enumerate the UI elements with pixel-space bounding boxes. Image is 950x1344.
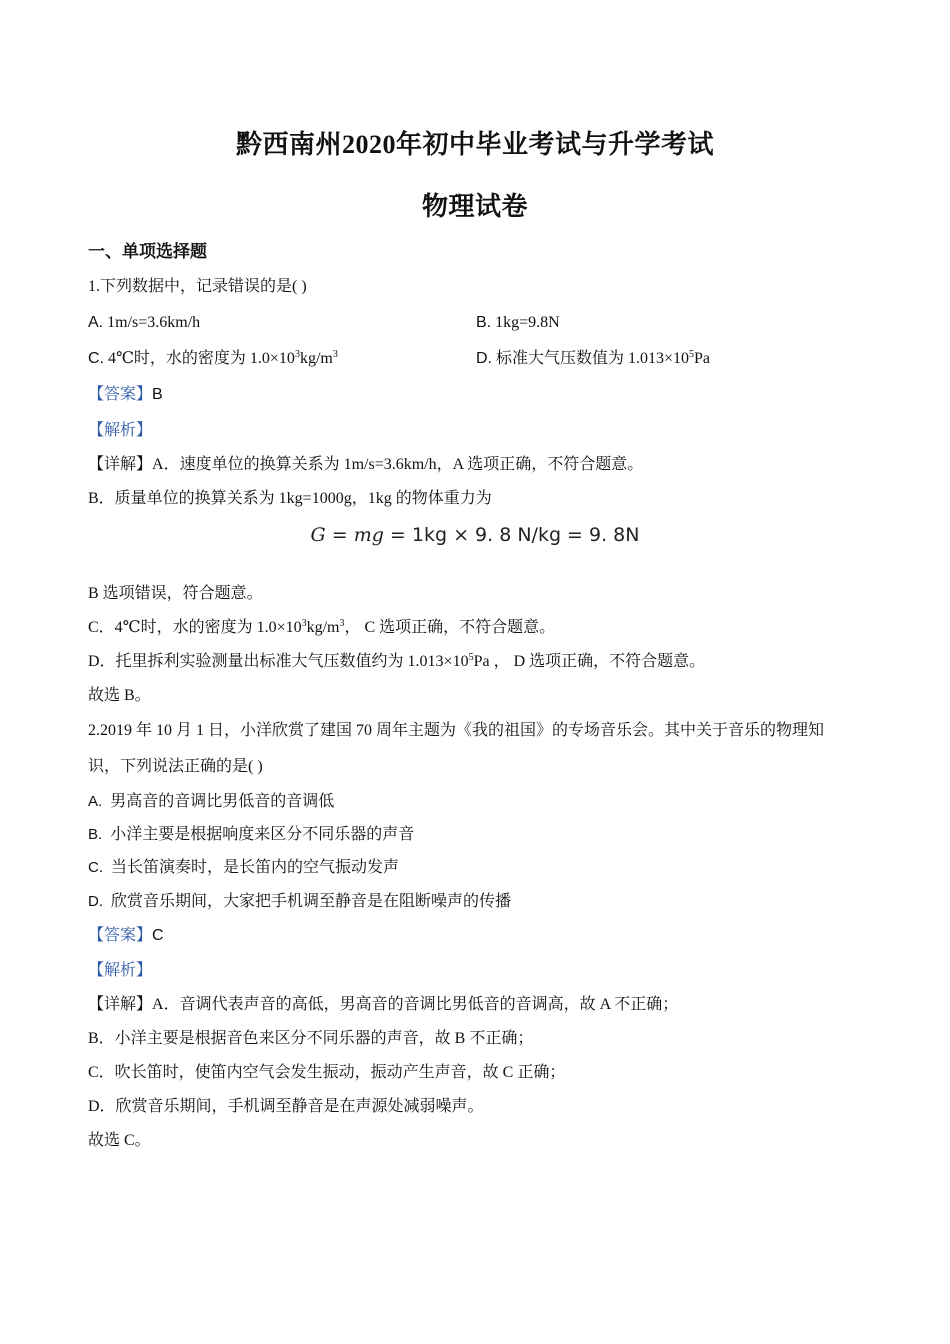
exponent: 3: [339, 618, 345, 629]
detail-text: D．托里拆利实验测量出标准大气压数值约为 1.013×10: [88, 653, 469, 670]
option-label: C.: [88, 350, 104, 367]
detail-text: ， C 选项正确，不符合题意。: [344, 619, 556, 636]
detail-tag: 【详解】: [88, 996, 153, 1013]
option-label: A.: [88, 314, 104, 331]
exam-title: 黔西南州2020年初中毕业考试与升学考试: [235, 130, 714, 159]
option-text: 小洋主要是根据响度来区分不同乐器的声音: [110, 826, 415, 843]
option-text: 男高音的音调比男低音的音调低: [110, 793, 335, 810]
formula-symbol: m: [353, 524, 372, 546]
exponent: 3: [301, 618, 307, 629]
detail-text: Pa ， D 选项正确，不符合题意。: [473, 653, 706, 670]
option-text: 标准大气压数值为 1.013×10: [496, 350, 690, 367]
q1-detail-b2: B 选项错误，符合题意。: [88, 585, 263, 602]
detail-text: C．4℃时，水的密度为 1.0×10: [88, 619, 302, 636]
option-text: 4℃时，水的密度为 1.0×10: [108, 350, 295, 367]
q1-formula: [0, 523, 950, 547]
q1-analysis-tag: 【解析】: [88, 422, 153, 439]
q2-stem-line1: 2.2019 年 10 月 1 日，小洋欣赏了建国 70 周年主题为《我的祖国》的专场音乐会。其中关于音乐的物理知: [88, 722, 825, 739]
unit: Pa: [694, 350, 711, 367]
exponent: 5: [468, 652, 474, 663]
option-label: C.: [88, 859, 103, 876]
option-label: D.: [476, 350, 492, 367]
q2-detail-a: [88, 995, 678, 1015]
q1-detail-a: [88, 455, 643, 475]
answer-tag: 【答案】: [88, 927, 153, 944]
q2-detail-b: B．小洋主要是根据音色来区分不同乐器的声音，故 B 不正确；: [88, 1030, 534, 1047]
q2-analysis-tag: 【解析】: [88, 962, 153, 979]
unit: kg/m: [306, 619, 340, 636]
q1-detail-d: [88, 652, 705, 672]
detail-text: A．速度单位的换算关系为 1m/s=3.6km/h，A 选项正确，不符合题意。: [152, 456, 644, 473]
q2-option-a: [88, 792, 334, 812]
section-heading: 一、单项选择题: [88, 242, 207, 261]
option-label: D.: [88, 893, 103, 910]
unit: kg/m: [299, 350, 333, 367]
answer-value: B: [152, 386, 163, 403]
q2-option-d: [88, 892, 511, 912]
option-text: 1kg=9.8N: [495, 314, 560, 331]
formula-eq: =: [325, 524, 354, 546]
exponent: 3: [294, 349, 300, 360]
exam-subtitle: 物理试卷: [421, 192, 528, 221]
q1-stem: 1.下列数据中，记录错误的是( ): [88, 278, 307, 295]
q1-option-a: [88, 313, 200, 333]
answer-value: C: [152, 927, 164, 944]
option-label: B.: [88, 826, 103, 843]
q2-answer: [88, 926, 164, 946]
q2-detail-d: D．欣赏音乐期间，手机调至静音是在声源处减弱噪声。: [88, 1098, 484, 1115]
q2-option-b: [88, 825, 414, 845]
exponent: 5: [689, 349, 695, 360]
option-text: 当长笛演奏时，是长笛内的空气振动发声: [111, 859, 400, 876]
q1-option-d: [476, 349, 710, 369]
q2-detail-c: C．吹长笛时，使笛内空气会发生振动，振动产生声音，故 C 正确；: [88, 1064, 566, 1081]
q2-option-c: [88, 858, 399, 878]
q1-detail-c: [88, 618, 555, 638]
q1-detail-b: B．质量单位的换算关系为 1kg=1000g，1kg 的物体重力为: [88, 490, 492, 507]
formula-symbol: g: [371, 524, 384, 546]
answer-tag: 【答案】: [88, 386, 153, 403]
option-label: A.: [88, 793, 103, 810]
option-text: 1m/s=3.6km/h: [107, 314, 201, 331]
formula-rest: = 1kg × 9. 8 N/kg = 9. 8N: [383, 524, 640, 546]
q1-option-b: [476, 313, 560, 333]
option-label: B.: [476, 314, 492, 331]
q2-conclusion: 故选 C。: [88, 1132, 151, 1149]
q2-stem-line2: 识，下列说法正确的是( ): [88, 758, 263, 775]
detail-tag: 【详解】: [88, 456, 153, 473]
q1-answer: [88, 385, 163, 405]
exponent: 3: [332, 349, 338, 360]
q1-option-c: [88, 349, 338, 369]
formula-symbol: G: [310, 524, 326, 546]
option-text: 欣赏音乐期间，大家把手机调至静音是在阻断噪声的传播: [111, 893, 512, 910]
q1-conclusion: 故选 B。: [88, 687, 151, 704]
detail-text: A．音调代表声音的高低，男高音的音调比男低音的音调高，故 A 不正确；: [152, 996, 679, 1013]
